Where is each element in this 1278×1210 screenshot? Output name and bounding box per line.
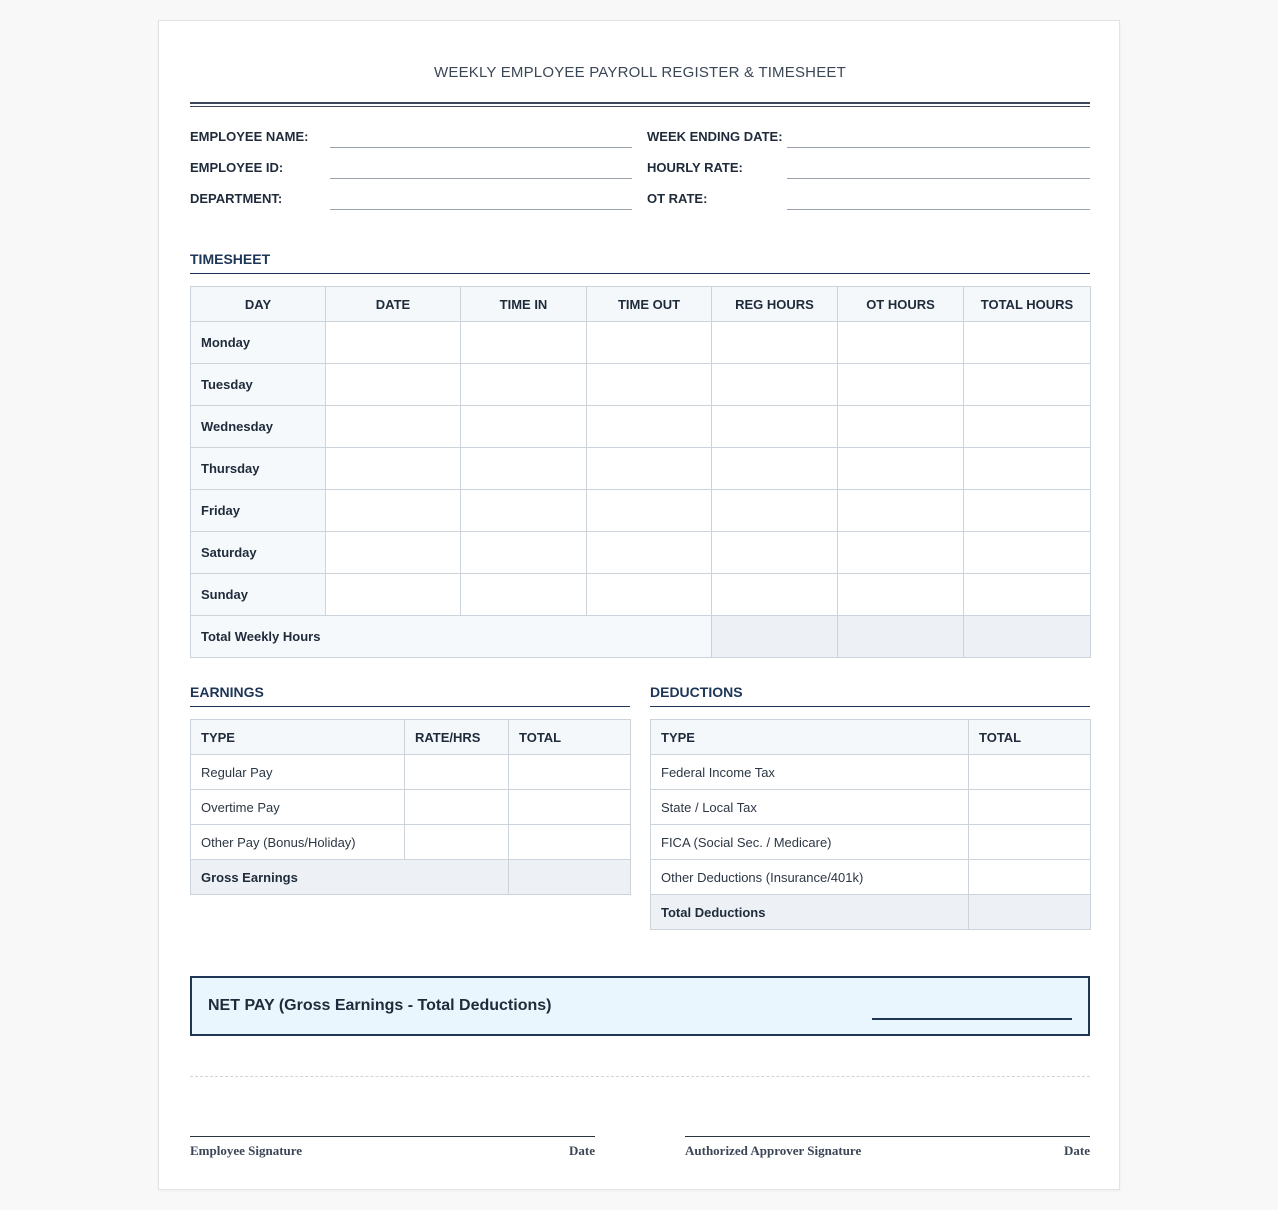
earnings-heading: EARNINGS <box>190 684 630 707</box>
table-row <box>651 790 1091 825</box>
day-saturday: Saturday <box>191 532 326 574</box>
col-date: DATE <box>326 287 461 322</box>
gross-earnings-total-cell[interactable] <box>509 860 631 895</box>
payroll-sheet <box>158 20 1120 1190</box>
employee-name-label: EMPLOYEE NAME: <box>190 129 309 144</box>
deductions-col-total: TOTAL <box>969 720 1091 755</box>
day-wednesday: Wednesday <box>191 406 326 448</box>
employee-signature-line[interactable] <box>190 1136 595 1159</box>
earnings-col-type: TYPE <box>191 720 405 755</box>
total-hours-cell[interactable] <box>964 322 1091 364</box>
net-pay-box <box>190 976 1090 1036</box>
col-day: DAY <box>191 287 326 322</box>
date-cell[interactable] <box>326 574 461 616</box>
reg-hours-cell[interactable] <box>712 322 838 364</box>
reg-hours-cell[interactable] <box>712 448 838 490</box>
gross-earnings-row <box>191 860 631 895</box>
hourly-rate-input-line[interactable] <box>787 159 1090 179</box>
employee-signature-label: Employee Signature <box>190 1143 303 1158</box>
earnings-type-other-pay: Other Pay (Bonus/Holiday) <box>191 825 405 860</box>
total-all-hours-cell[interactable] <box>964 616 1091 658</box>
deductions-col-type: TYPE <box>651 720 969 755</box>
document-title: WEEKLY EMPLOYEE PAYROLL REGISTER & TIMESHEET <box>434 64 846 81</box>
time-in-cell[interactable] <box>461 364 587 406</box>
col-time-in: TIME IN <box>461 287 587 322</box>
department-input-line[interactable] <box>330 190 632 210</box>
ot-hours-cell[interactable] <box>838 322 964 364</box>
timesheet-header-row <box>191 287 1091 322</box>
earnings-col-total: TOTAL <box>509 720 631 755</box>
rate-hrs-cell[interactable] <box>405 825 509 860</box>
ot-rate-input-line[interactable] <box>787 190 1090 210</box>
table-row <box>191 532 1091 574</box>
deduction-other: Other Deductions (Insurance/401k) <box>651 860 969 895</box>
time-out-cell[interactable] <box>587 490 712 532</box>
total-hours-cell[interactable] <box>964 532 1091 574</box>
week-ending-field <box>647 128 1090 148</box>
col-ot-hours: OT HOURS <box>838 287 964 322</box>
rate-hrs-cell[interactable] <box>405 790 509 825</box>
deductions-header-row <box>651 720 1091 755</box>
table-row <box>191 755 631 790</box>
total-deductions-cell[interactable] <box>969 895 1091 930</box>
reg-hours-cell[interactable] <box>712 406 838 448</box>
ot-hours-cell[interactable] <box>838 574 964 616</box>
time-in-cell[interactable] <box>461 574 587 616</box>
total-cell[interactable] <box>509 825 631 860</box>
table-row <box>651 860 1091 895</box>
approver-signature-label: Authorized Approver Signature <box>685 1143 862 1158</box>
table-row <box>191 406 1091 448</box>
approver-date-label: Date <box>1064 1143 1090 1158</box>
earnings-type-regular-pay: Regular Pay <box>191 755 405 790</box>
time-in-cell[interactable] <box>461 448 587 490</box>
department-label: DEPARTMENT: <box>190 191 283 206</box>
deduction-federal-income-tax: Federal Income Tax <box>651 755 969 790</box>
total-hours-cell[interactable] <box>964 448 1091 490</box>
total-hours-cell[interactable] <box>964 574 1091 616</box>
week-ending-label: WEEK ENDING DATE: <box>647 129 783 144</box>
date-cell[interactable] <box>326 490 461 532</box>
employee-name-field <box>190 128 632 148</box>
deductions-heading: DEDUCTIONS <box>650 684 1090 707</box>
time-out-cell[interactable] <box>587 322 712 364</box>
timesheet-heading: TIMESHEET <box>190 251 1090 274</box>
total-weekly-hours-row <box>191 616 1091 658</box>
date-cell[interactable] <box>326 406 461 448</box>
table-row <box>191 790 631 825</box>
rate-hrs-cell[interactable] <box>405 755 509 790</box>
reg-hours-cell[interactable] <box>712 490 838 532</box>
timesheet-table <box>190 286 1091 658</box>
net-pay-label: NET PAY (Gross Earnings - Total Deductions) <box>208 997 552 1014</box>
day-friday: Friday <box>191 490 326 532</box>
time-out-cell[interactable] <box>587 406 712 448</box>
table-row <box>651 755 1091 790</box>
total-cell[interactable] <box>969 860 1091 895</box>
day-tuesday: Tuesday <box>191 364 326 406</box>
ot-rate-label: OT RATE: <box>647 191 708 206</box>
time-in-cell[interactable] <box>461 532 587 574</box>
total-cell[interactable] <box>509 790 631 825</box>
total-cell[interactable] <box>969 825 1091 860</box>
date-cell[interactable] <box>326 448 461 490</box>
gross-earnings-label: Gross Earnings <box>191 860 509 895</box>
ot-hours-cell[interactable] <box>838 364 964 406</box>
total-hours-cell[interactable] <box>964 490 1091 532</box>
table-row <box>191 574 1091 616</box>
time-in-cell[interactable] <box>461 322 587 364</box>
total-weekly-hours-label: Total Weekly Hours <box>191 616 712 658</box>
time-in-cell[interactable] <box>461 490 587 532</box>
ot-hours-cell[interactable] <box>838 532 964 574</box>
date-cell[interactable] <box>326 364 461 406</box>
table-row <box>651 825 1091 860</box>
time-out-cell[interactable] <box>587 448 712 490</box>
ot-hours-cell[interactable] <box>838 448 964 490</box>
approver-signature-line[interactable] <box>685 1136 1090 1159</box>
earnings-header-row <box>191 720 631 755</box>
hourly-rate-field <box>647 159 1090 179</box>
total-cell[interactable] <box>509 755 631 790</box>
employee-id-input-line[interactable] <box>330 159 632 179</box>
col-total-hours: TOTAL HOURS <box>964 287 1091 322</box>
total-hours-cell[interactable] <box>964 406 1091 448</box>
title-double-rule <box>190 102 1090 107</box>
employee-name-input-line[interactable] <box>330 128 632 148</box>
reg-hours-cell[interactable] <box>712 532 838 574</box>
date-cell[interactable] <box>326 532 461 574</box>
time-out-cell[interactable] <box>587 364 712 406</box>
total-deductions-label: Total Deductions <box>651 895 969 930</box>
deductions-table <box>650 719 1091 930</box>
day-sunday: Sunday <box>191 574 326 616</box>
earnings-col-rate-hrs: RATE/HRS <box>405 720 509 755</box>
time-out-cell[interactable] <box>587 574 712 616</box>
time-out-cell[interactable] <box>587 532 712 574</box>
employee-date-label: Date <box>569 1143 595 1158</box>
day-thursday: Thursday <box>191 448 326 490</box>
date-cell[interactable] <box>326 322 461 364</box>
earnings-type-overtime-pay: Overtime Pay <box>191 790 405 825</box>
col-reg-hours: REG HOURS <box>712 287 838 322</box>
net-pay-input-line[interactable] <box>872 1018 1072 1020</box>
table-row <box>191 490 1091 532</box>
dashed-divider <box>190 1076 1090 1077</box>
col-time-out: TIME OUT <box>587 287 712 322</box>
employee-id-label: EMPLOYEE ID: <box>190 160 284 175</box>
deduction-state-local-tax: State / Local Tax <box>651 790 969 825</box>
department-field <box>190 190 632 210</box>
employee-id-field <box>190 159 632 179</box>
deduction-fica: FICA (Social Sec. / Medicare) <box>651 825 969 860</box>
time-in-cell[interactable] <box>461 406 587 448</box>
reg-hours-cell[interactable] <box>712 364 838 406</box>
ot-hours-cell[interactable] <box>838 490 964 532</box>
total-deductions-row <box>651 895 1091 930</box>
total-cell[interactable] <box>969 790 1091 825</box>
day-monday: Monday <box>191 322 326 364</box>
total-cell[interactable] <box>969 755 1091 790</box>
table-row <box>191 825 631 860</box>
earnings-table <box>190 719 631 895</box>
total-hours-cell[interactable] <box>964 364 1091 406</box>
ot-hours-cell[interactable] <box>838 406 964 448</box>
reg-hours-cell[interactable] <box>712 574 838 616</box>
total-reg-hours-cell[interactable] <box>712 616 838 658</box>
hourly-rate-label: HOURLY RATE: <box>647 160 743 175</box>
total-ot-hours-cell[interactable] <box>838 616 964 658</box>
ot-rate-field <box>647 190 1090 210</box>
week-ending-input-line[interactable] <box>787 128 1090 148</box>
table-row <box>191 448 1091 490</box>
table-row <box>191 364 1091 406</box>
table-row <box>191 322 1091 364</box>
